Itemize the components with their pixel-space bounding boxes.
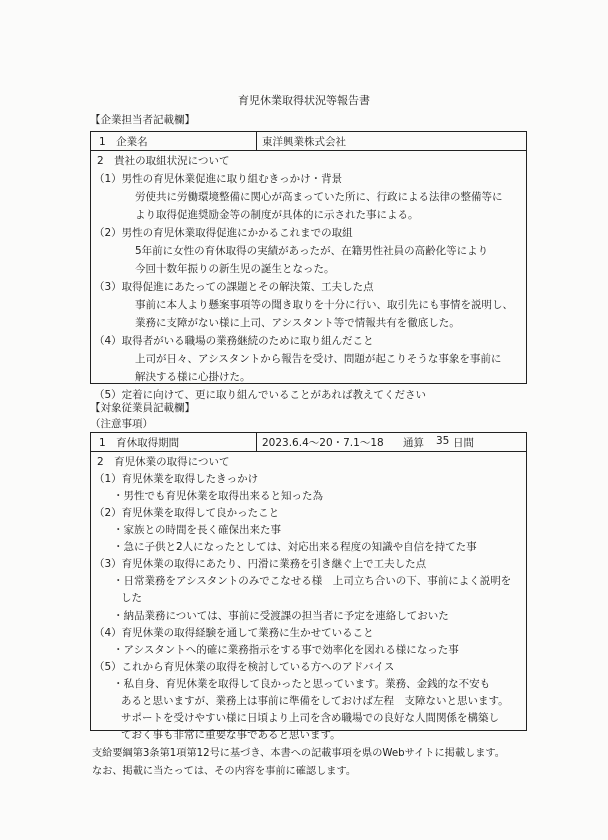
company-line: 事前に本人より懸案事項等の聞き取りを十分に行い、取引先にも事情を説明し、 [135, 299, 513, 311]
company-section-header: 【企業担当者記載欄】 [90, 114, 195, 126]
employee-line: ・男性でも育児休業を取得出来ると知った為 [113, 490, 323, 502]
employee-line: （1）育児休業を取得したきっかけ [94, 473, 259, 485]
employee-line: ・私自身、育児休業を取得して良かったと思っています。業務、金銭的な不安も [113, 678, 491, 690]
company-line: （4）取得者がいる職場の業務継続のために取り組んだこと [94, 335, 374, 347]
company-line: 労使共に労働環境整備に関心が高まっていた所に、行政による法律の整備等に [135, 191, 503, 203]
document-title: 育児休業取得状況等報告書 [238, 94, 370, 107]
employee-line: した [121, 592, 142, 604]
company-line: 今回十数年振りの新生児の誕生となった。 [135, 263, 335, 275]
employee-line: （4）育児休業の取得経験を通して業務に生かせていること [94, 627, 374, 639]
company-line: 解決する様に心掛けた。 [135, 371, 251, 383]
company-line: より取得促進奨励金等の制度が具体的に示された事による。 [135, 209, 419, 221]
employee-line: 2 育児休業の取得について [97, 456, 230, 468]
employee-line: （3）育児休業の取得にあたり、円滑に業務を引き継ぐ上で工夫した点 [94, 558, 427, 570]
company-name-row [91, 132, 526, 151]
company-section-box [90, 131, 527, 401]
company-line: 5年前に女性の育休取得の実績があったが、在籍男性社員の高齢化等により [135, 245, 489, 257]
leave-period-value: 2023.6.4～20・7.1～18 [262, 437, 384, 449]
total-unit: 日間 [453, 437, 474, 449]
leave-period-label: 1 育休取得期間 [99, 437, 180, 449]
employee-line: ・アシスタントへ的確に業務指示をする事で効率化を図れる様になった事 [113, 644, 459, 656]
company-line: 上司が日々、アシスタントから報告を受け、問題が起こりそうな事象を事前に [135, 353, 502, 365]
cell-divider [256, 433, 257, 451]
total-days: 35 [436, 435, 450, 447]
employee-line: ・納品業務については、事前に受渡課の担当者に予定を連絡しておいた [113, 610, 449, 622]
employee-line: ・日常業務をアシスタントのみでこなせる様 上司立ち合いの下、事前によく説明を [113, 575, 512, 587]
employee-section-header: 【対象従業員記載欄】 [90, 402, 195, 414]
cell-divider [256, 132, 257, 150]
company-line: （1）男性の育児休業促進に取り組むきっかけ・背景 [94, 173, 343, 185]
company-line: （2）男性の育児休業取得促進にかかるこれまでの取組 [94, 227, 353, 239]
company-line: （5）定着に向けて、更に取り組んでいることがあれば教えてください [94, 389, 426, 401]
company-line: 業務に支障がない様に上司、アシスタント等で情報共有を徹底した。 [135, 317, 460, 329]
employee-line: ておく事も非常に重要な事であると思います。 [121, 729, 341, 741]
employee-line: サポートを受けやすい様に日頃より上司を含め職場での良好な人間関係を構築し [121, 712, 499, 724]
leave-period-row [91, 433, 526, 452]
employee-line: ・急に子供と2人になったとしては、対応出来る程度の知識や自信を持てた事 [113, 541, 477, 553]
employee-line: （2）育児休業を取得して良かったこと [94, 507, 280, 519]
company-line: 2 貴社の取組状況について [97, 155, 230, 167]
company-name-label: 1 企業名 [99, 136, 148, 148]
footer-note: なお、掲載に当たっては、その内容を事前に確認します。 [92, 766, 357, 777]
total-label: 通算 [403, 437, 424, 449]
company-line: （3）取得促進にあたっての課題とその解決策、工夫した点 [94, 281, 374, 293]
employee-line: あると思いますが、業務上は事前に準備をしておけば左程 支障ないと思います。 [121, 695, 509, 707]
footer-note: 支給要綱第3条第1項第12号に基づき、本書への記載事項を県のWebサイトに掲載します。 [92, 748, 505, 759]
employee-line: （5）これから育児休業の取得を検討している方へのアドバイス [94, 661, 395, 673]
employee-line: ・家族との時間を長く確保出来た事 [113, 524, 281, 536]
employee-section-box [90, 432, 527, 741]
employee-section-note: （注意事項） [90, 418, 153, 430]
company-name-value: 東洋興業株式会社 [262, 136, 346, 148]
